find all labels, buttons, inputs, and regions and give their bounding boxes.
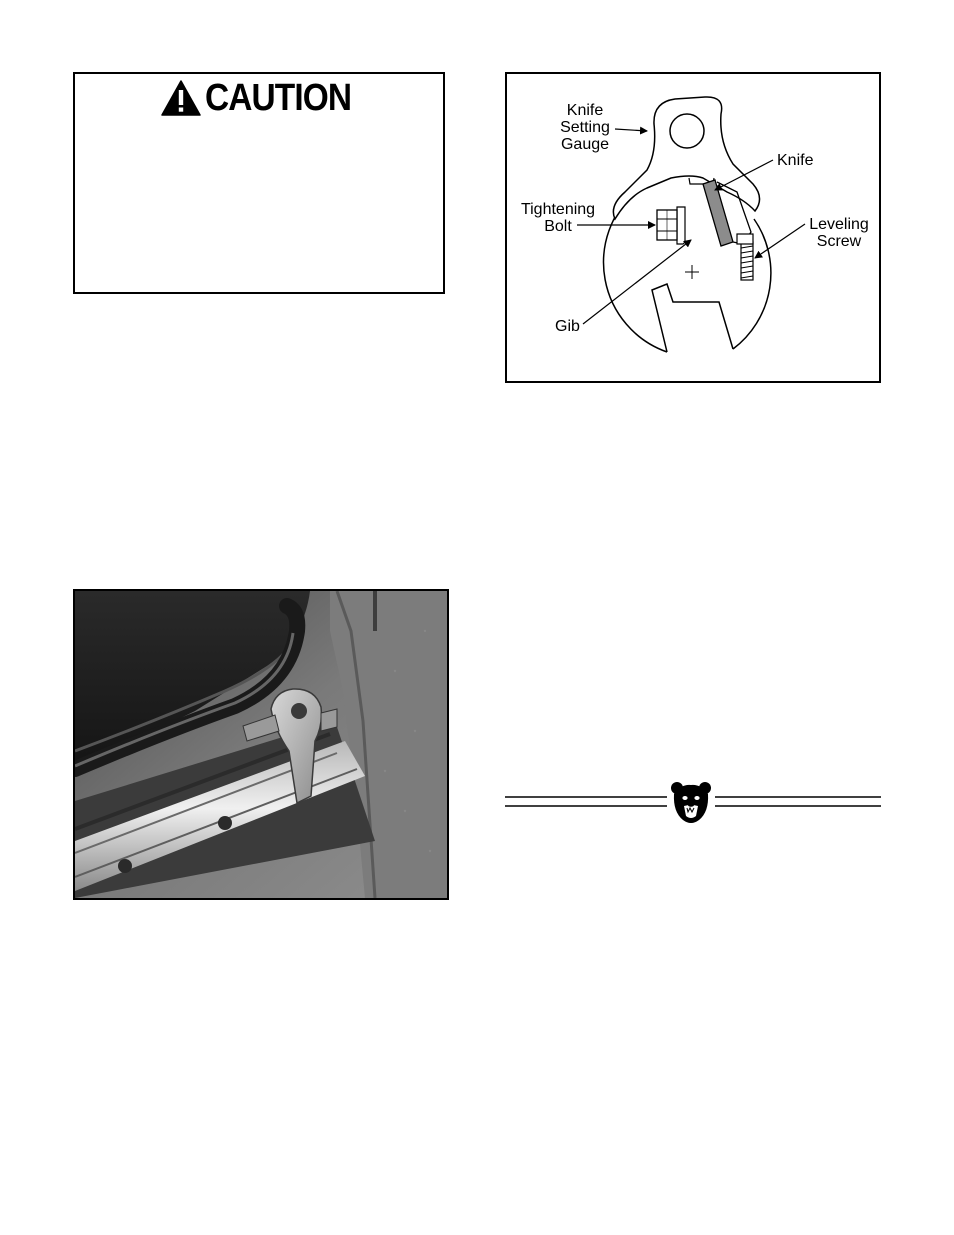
caution-box [73,72,445,294]
caution-header [161,78,371,118]
warning-triangle-icon [161,80,201,116]
knife-gauge-diagram [505,72,881,383]
screw-leader [755,224,805,258]
gib-block [677,207,685,244]
label-gib: Gib [555,318,580,335]
label-leveling-screw-line2: Screw [816,233,862,250]
label-knife-setting-gauge-line3: Gauge [560,136,610,153]
label-leveling-screw-line1: Leveling [809,216,869,233]
label-tightening-bolt-line2: Bolt [544,218,572,235]
knife-setting-gauge-on-cutterhead-photo [75,591,447,898]
label-tightening-bolt-line1: Tightening [520,201,596,218]
label-tightening-bolt [515,201,601,235]
bear-head-logo-icon [671,782,711,823]
cutterhead-slot [652,284,733,352]
cutterhead-photo [73,589,449,900]
divider-rule [505,780,881,826]
gauge-leader [615,129,647,131]
label-leveling-screw [803,216,875,250]
section-divider [505,780,881,826]
gib-leader [583,240,691,324]
label-knife-setting-gauge-line1: Knife [566,102,604,119]
caution-label: CAUTION [205,77,352,119]
label-knife-setting-gauge-line2: Setting [560,119,610,136]
gauge-hole [670,114,704,148]
label-knife-setting-gauge [555,102,615,153]
label-knife: Knife [777,152,814,169]
